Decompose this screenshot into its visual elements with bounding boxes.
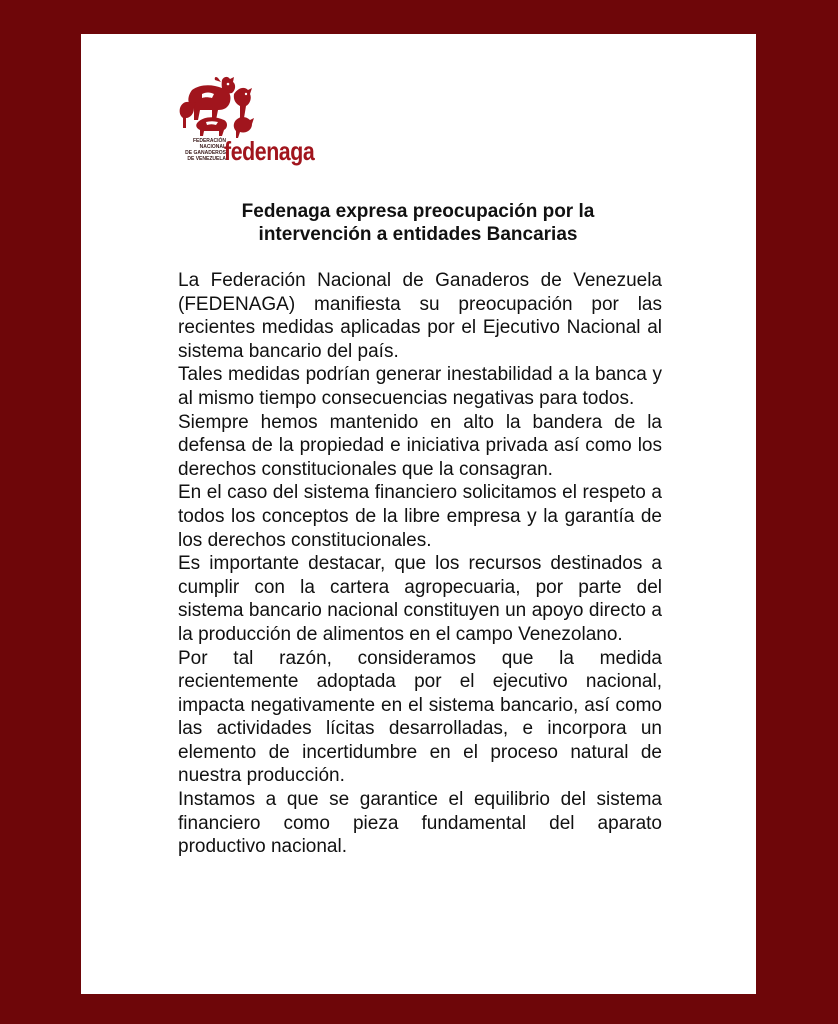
- title-line: Fedenaga expresa preocupación por la: [241, 201, 595, 222]
- statement-body: [178, 269, 662, 859]
- paragraph: Instamos a que se garantice el equilibrio del sistema financiero como pieza fundamental del aparato productivo nacional.: [178, 789, 662, 858]
- paragraph: La Federación Nacional de Ganaderos de Venezuela (FEDENAGA) manifiesta su preocupación por las recientes medidas aplicadas por el Ejecutivo Nacional al sistema bancario del país.: [178, 270, 662, 362]
- logo-subtitle-line: FEDERACIÓN: [192, 138, 226, 144]
- paragraph: Siempre hemos mantenido en alto la bandera de la defensa de la propiedad e iniciativa privada así como los derechos constitucionales que la consagran.: [178, 411, 662, 480]
- logo-subtitle-line: DE GANADEROS: [185, 150, 226, 156]
- livestock-emblem-icon: [178, 74, 258, 142]
- paragraph: Por tal razón, consideramos que la medida recientemente adoptada por el ejecutivo nacional, impacta negativamente en el sistema bancario, así como las actividades lícitas desarrolladas, e incorpora un elemento de incertidumbre en el proceso natural de nuestra producción.: [178, 647, 662, 787]
- fedenaga-logo: [178, 74, 338, 174]
- document-sheet: [81, 34, 756, 994]
- logo-subtitle-line: NACIONAL: [199, 144, 226, 150]
- logo-subtitle-line: DE VENEZUELA: [187, 156, 226, 162]
- logo-wordmark: fedenaga: [224, 136, 315, 166]
- paragraph: Tales medidas podrían generar inestabilidad a la banca y al mismo tiempo consecuencias negativas para todos.: [178, 364, 662, 409]
- page-title: [178, 200, 658, 246]
- title-line: intervención a entidades Bancarias: [258, 224, 578, 245]
- paragraph: Es importante destacar, que los recursos destinados a cumplir con la cartera agropecuaria, por parte del sistema bancario nacional constituyen un apoyo directo a la producción de alimentos en el campo Venezolano.: [178, 553, 662, 645]
- logo-subtitle: [178, 138, 226, 162]
- paragraph: En el caso del sistema financiero solicitamos el respeto a todos los conceptos de la libre empresa y la garantía de los derechos constitucionales.: [178, 482, 662, 551]
